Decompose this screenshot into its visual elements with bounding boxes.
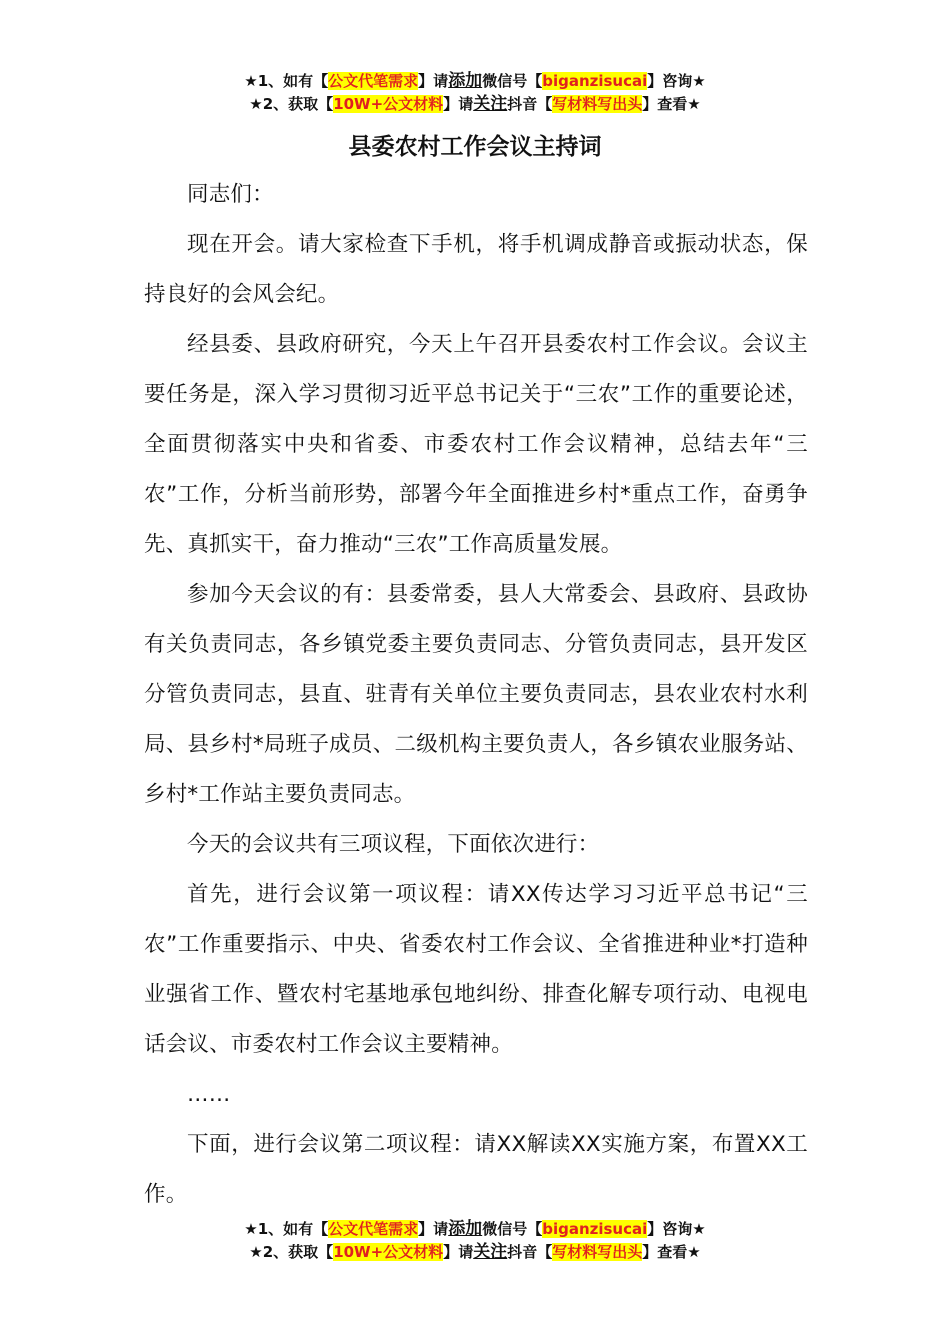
- footer-banner: [0, 1218, 950, 1264]
- banner-text: 抖音【: [507, 95, 553, 113]
- emphasis-follow: 关注: [473, 1242, 508, 1262]
- banner-text: 1、如有【: [257, 1220, 329, 1238]
- banner-line-1: [0, 1218, 950, 1241]
- banner-text: 2、获取【: [262, 1243, 334, 1261]
- banner-text: 】请: [443, 1243, 474, 1261]
- paragraph: 现在开会。请大家检查下手机，将手机调成静音或振动状态，保持良好的会风会纪。: [144, 232, 808, 307]
- highlight-douyin-account: 写材料写出头: [552, 1243, 643, 1261]
- star-icon: ★: [249, 95, 263, 113]
- banner-text: 】请: [418, 72, 449, 90]
- highlight-service: 公文代笔需求: [328, 72, 419, 90]
- paragraph-salutation: 同志们：: [187, 182, 274, 207]
- banner-line-2: [0, 1241, 950, 1264]
- highlight-materials: 10W+公文材料: [333, 1243, 444, 1261]
- banner-text: 】查看★: [642, 1243, 701, 1261]
- banner-text: 】请: [443, 95, 474, 113]
- banner-text: 】请: [418, 1220, 449, 1238]
- banner-text: 】咨询★: [647, 72, 706, 90]
- emphasis-follow: 关注: [473, 94, 508, 114]
- star-icon: ★: [244, 1220, 258, 1238]
- paragraph-ellipsis: ……: [187, 1082, 231, 1107]
- highlight-materials: 10W+公文材料: [333, 95, 444, 113]
- emphasis-add: 添加: [448, 71, 483, 91]
- paragraph: 首先，进行会议第一项议程：请XX传达学习习近平总书记“三农”工作重要指示、中央、省委农村工作会议、全省推进种业*打造种业强省工作、暨农村宅基地承包地纠纷、排查化解专项行动、电视电话会议、市委农村工作会议主要精神。: [144, 882, 808, 1057]
- banner-text: 2、获取【: [262, 95, 334, 113]
- banner-text: 微信号【: [482, 1220, 543, 1238]
- paragraph: 下面，进行会议第二项议程：请XX解读XX实施方案，布置XX工作。: [144, 1132, 809, 1207]
- banner-text: 】查看★: [642, 95, 701, 113]
- banner-line-1: [0, 70, 950, 93]
- banner-text: 1、如有【: [257, 72, 329, 90]
- header-banner: [0, 70, 950, 116]
- highlight-wechat-id: biganzisucai: [542, 1220, 648, 1238]
- highlight-service: 公文代笔需求: [328, 1220, 419, 1238]
- document-body: [144, 170, 808, 1220]
- banner-text: 】咨询★: [647, 1220, 706, 1238]
- emphasis-add: 添加: [448, 1219, 483, 1239]
- banner-text: 抖音【: [507, 1243, 553, 1261]
- highlight-douyin-account: 写材料写出头: [552, 95, 643, 113]
- star-icon: ★: [249, 1243, 263, 1261]
- paragraph: 经县委、县政府研究，今天上午召开县委农村工作会议。会议主要任务是，深入学习贯彻习近平总书记关于“三农”工作的重要论述，全面贯彻落实中央和省委、市委农村工作会议精神，总结去年“三农”工作，分析当前形势，部署今年全面推进乡村*重点工作，奋勇争先、真抓实干，奋力推动“三农”工作高质量发展。: [144, 332, 808, 557]
- star-icon: ★: [244, 72, 258, 90]
- banner-text: 微信号【: [482, 72, 543, 90]
- paragraph: 今天的会议共有三项议程，下面依次进行：: [187, 832, 600, 857]
- paragraph: 参加今天会议的有：县委常委，县人大常委会、县政府、县政协有关负责同志，各乡镇党委主要负责同志、分管负责同志，县开发区分管负责同志，县直、驻青有关单位主要负责同志，县农业农村水利局、县乡村*局班子成员、二级机构主要负责人，各乡镇农业服务站、乡村*工作站主要负责同志。: [144, 582, 808, 807]
- banner-line-2: [0, 93, 950, 116]
- highlight-wechat-id: biganzisucai: [542, 72, 648, 90]
- document-title: 县委农村工作会议主持词: [348, 134, 602, 160]
